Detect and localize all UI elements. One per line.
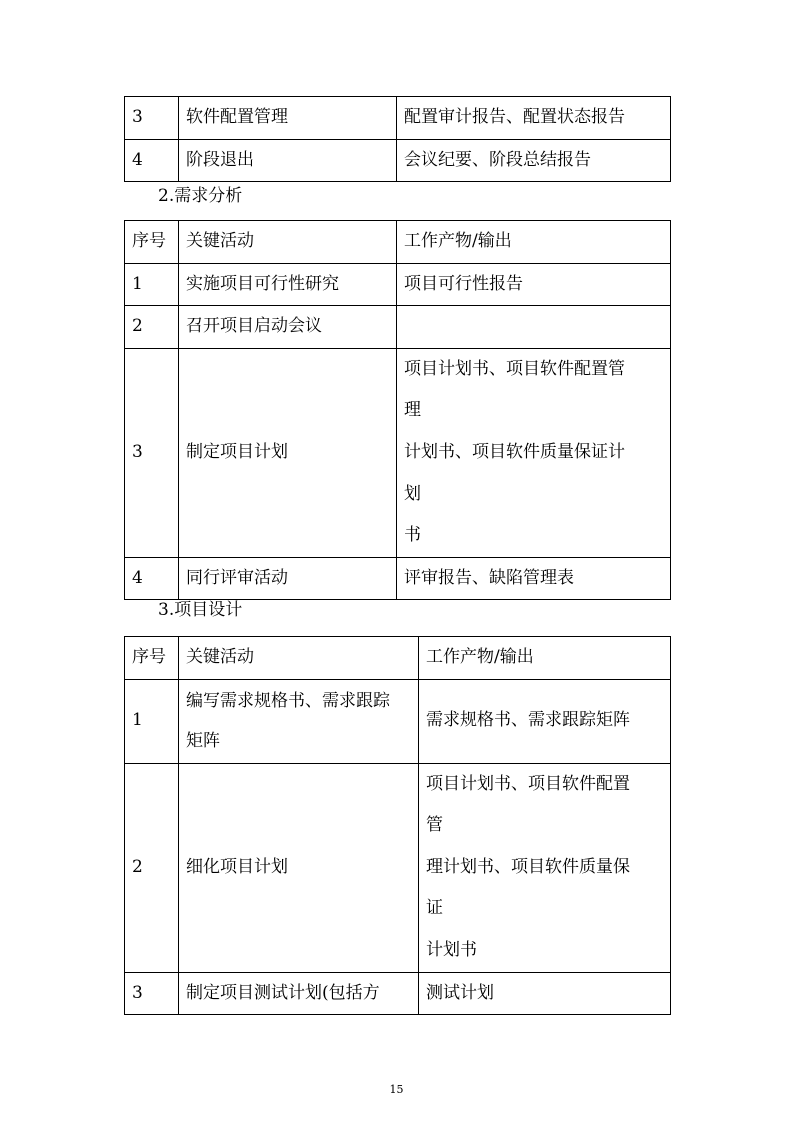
key-activity: 同行评审活动 [179,557,397,600]
key-activity: 细化项目计划 [179,763,419,972]
activity-line: 编写需求规格书、需求跟踪 [186,691,390,712]
activity-line: 矩阵 [186,731,220,752]
row-number: 1 [125,263,179,306]
row-number: 4 [125,557,179,600]
design-table [124,636,671,1015]
work-output: 需求规格书、需求跟踪矩阵 [419,679,671,763]
table-header-row [125,637,671,680]
work-output [397,306,671,349]
table-row [125,97,671,140]
table-row [125,763,671,972]
output-line: 计划书 [426,939,477,960]
output-line: 项目计划书、项目软件配置 [426,773,630,794]
table-row [125,139,671,182]
header-output: 工作产物/输出 [419,637,671,680]
row-number: 2 [125,763,179,972]
key-activity [179,679,419,763]
output-line: 证 [426,898,443,919]
work-output [419,763,671,972]
table-row [125,348,671,557]
key-activity: 阶段退出 [179,139,397,182]
output-line: 管 [426,815,443,836]
row-number: 3 [125,972,179,1015]
row-number: 2 [125,306,179,349]
section-heading-requirements: 2.需求分析 [158,186,243,206]
table-row [125,679,671,763]
table-row [125,972,671,1015]
header-activity: 关键活动 [179,221,397,264]
output-line: 书 [404,525,421,546]
work-output: 评审报告、缺陷管理表 [397,557,671,600]
key-activity: 制定项目计划 [179,348,397,557]
key-activity: 实施项目可行性研究 [179,263,397,306]
row-number: 3 [125,97,179,140]
work-output: 会议纪要、阶段总结报告 [397,139,671,182]
work-output: 项目可行性报告 [397,263,671,306]
row-number: 1 [125,679,179,763]
output-line: 项目计划书、项目软件配置管 [404,358,625,379]
section-heading-design: 3.项目设计 [158,600,243,620]
row-number: 3 [125,348,179,557]
table-continued [124,96,671,182]
output-line: 理 [404,400,421,421]
table-row [125,306,671,349]
header-output: 工作产物/输出 [397,221,671,264]
requirements-table [124,220,671,600]
key-activity: 制定项目测试计划(包括方 [179,972,419,1015]
header-activity: 关键活动 [179,637,419,680]
output-line: 计划书、项目软件质量保证计 [404,441,625,462]
table-row [125,263,671,306]
work-output [397,348,671,557]
output-line: 理计划书、项目软件质量保 [426,856,630,877]
key-activity: 召开项目启动会议 [179,306,397,349]
header-number: 序号 [125,637,179,680]
key-activity: 软件配置管理 [179,97,397,140]
page-number: 15 [389,1083,404,1096]
work-output: 配置审计报告、配置状态报告 [397,97,671,140]
table-row [125,557,671,600]
table-header-row [125,221,671,264]
output-line: 划 [404,483,421,504]
header-number: 序号 [125,221,179,264]
row-number: 4 [125,139,179,182]
work-output: 测试计划 [419,972,671,1015]
